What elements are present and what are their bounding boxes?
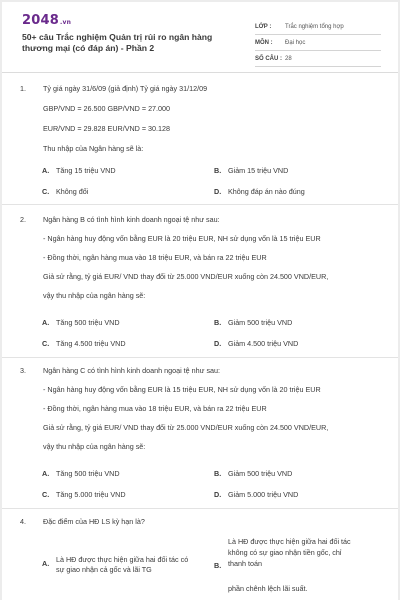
- meta-value: Trắc nghiệm tổng hợp: [285, 23, 344, 30]
- meta-table: [255, 18, 381, 67]
- question-text: Ngân hàng B có tình hình kinh doanh ngoại tệ như sau:: [43, 215, 220, 224]
- header-divider: [2, 72, 398, 73]
- answer-option-a[interactable]: A. Tăng 500 triệu VND: [42, 469, 120, 478]
- answer-option-b[interactable]: B. Giảm 500 triệu VND: [214, 469, 293, 478]
- question-text: Đặc điểm của HĐ LS kỳ hạn là?: [43, 517, 145, 526]
- answer-option-a[interactable]: A. Tăng 500 triệu VND: [42, 318, 120, 327]
- answer-option-b[interactable]: B. Giảm 500 triệu VND: [214, 318, 293, 327]
- question-divider: [2, 508, 398, 509]
- question-text: - Ngân hàng huy động vốn bằng EUR là 15 triệu EUR, NH sử dụng vốn là 20 triệu EUR: [43, 385, 321, 394]
- meta-row-subject: [255, 35, 381, 51]
- meta-label: LỚP :: [255, 23, 272, 30]
- answer-option-d[interactable]: D. Giảm 4.500 triệu VND: [214, 339, 299, 348]
- question-3: [20, 366, 390, 466]
- answer-option-c[interactable]: C. Không đổi: [42, 187, 89, 196]
- question-4: [20, 517, 390, 529]
- answer-option-b-continued: phần chênh lệch lãi suất.: [228, 584, 308, 593]
- question-text: Giả sử rằng, tỷ giá EUR/ VND thay đổi từ 25.000 VND/EUR xuống còn 24.500 VND/EUR,: [43, 423, 329, 432]
- question-text: vậy thu nhập của ngân hàng sẽ:: [43, 291, 146, 300]
- question-1: [20, 84, 390, 204]
- answer-option-c[interactable]: C. Tăng 5.000 triệu VND: [42, 490, 126, 499]
- answer-option-b[interactable]: B. Giảm 15 triệu VND: [214, 166, 289, 175]
- question-text: Thu nhập của Ngân hàng sẽ là:: [43, 144, 144, 153]
- question-text: - Đồng thời, ngân hàng mua vào 18 triệu EUR, và bán ra 22 triệu EUR: [43, 253, 267, 262]
- meta-row-class: [255, 18, 381, 35]
- meta-value: 28: [285, 55, 292, 62]
- meta-label: SỐ CÂU :: [255, 55, 282, 62]
- question-2: [20, 215, 390, 315]
- answer-option-b[interactable]: B.Là HĐ được thực hiện giữa hai đối tác không có sự giao nhận tiền gốc, chỉ thanh toán: [214, 537, 351, 570]
- question-text: EUR/VND = 29.828 EUR/VND = 30.128: [43, 124, 171, 133]
- question-text: Ngân hàng C có tình hình kinh doanh ngoại tệ như sau:: [43, 366, 221, 375]
- document-header: [2, 2, 398, 68]
- document-page: [2, 2, 398, 600]
- meta-value: Đại học: [285, 39, 306, 46]
- question-divider: [2, 204, 398, 205]
- answer-option-a[interactable]: A. Là HĐ được thực hiện giữa hai đối tác có sự giao nhận cả gốc và lãi TG: [42, 555, 189, 574]
- answer-option-d[interactable]: D. Không đáp án nào đúng: [214, 187, 305, 196]
- answer-option-c[interactable]: C. Tăng 4.500 triệu VND: [42, 339, 126, 348]
- meta-label: MÔN :: [255, 39, 273, 46]
- question-divider: [2, 357, 398, 358]
- answer-option-a[interactable]: A. Tăng 15 triệu VND: [42, 166, 116, 175]
- question-text: - Đồng thời, ngân hàng mua vào 18 triệu EUR, và bán ra 22 triệu EUR: [43, 404, 267, 413]
- meta-row-count: [255, 51, 381, 67]
- question-text: - Ngân hàng huy động vốn bằng EUR là 20 triệu EUR, NH sử dụng vốn là 15 triệu EUR: [43, 234, 321, 243]
- question-text: vậy thu nhập của ngân hàng sẽ:: [43, 442, 146, 451]
- document-title: 50+ câu Trắc nghiệm Quản trị rủi ro ngân hàng thương mại (có đáp án) - Phần 2: [22, 32, 213, 53]
- answer-option-d[interactable]: D. Giảm 5.000 triệu VND: [214, 490, 299, 499]
- question-text: Giả sử rằng, tỷ giá EUR/ VND thay đổi từ 25.000 VND/EUR xuống còn 24.500 VND/EUR,: [43, 272, 329, 281]
- question-text: GBP/VND = 26.500 GBP/VND = 27.000: [43, 104, 171, 113]
- question-text: Tỷ giá ngày 31/6/09 (giả định) Tỷ giá ngày 31/12/09: [43, 84, 208, 93]
- question-number: 4.: [20, 517, 26, 526]
- question-number: 2.: [20, 215, 26, 224]
- site-logo[interactable]: 2048.vn: [22, 13, 72, 28]
- question-number: 3.: [20, 366, 26, 375]
- question-number: 1.: [20, 84, 26, 93]
